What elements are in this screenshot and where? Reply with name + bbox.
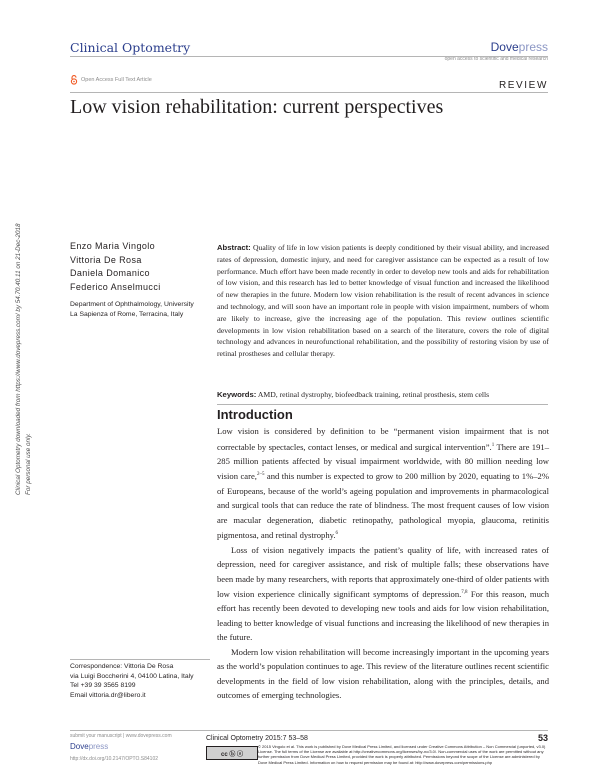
paragraph: Modern low vision rehabilitation will become increasingly important in the upcoming years as the world’s population continues to age. This review of the literature outlines recent scientific developments in the field of low vision rehabilitation, along with the principles, details, and outcomes of emerging technologies. xyxy=(217,646,549,701)
keywords xyxy=(217,389,549,401)
abstract-label: Abstract: xyxy=(217,243,251,252)
open-access-icon xyxy=(70,75,78,85)
submit-link[interactable]: submit your manuscript | www.dovepress.com xyxy=(70,733,172,739)
correspondence xyxy=(70,662,215,700)
abstract-divider xyxy=(217,404,548,405)
paragraph: Low vision is considered by definition to be “permanent vision impairment that is not correctable by spectacles, contact lenses, or medical and surgical intervention”.$^1$ There are 191–285 million patients affected by visual impairment worldwide, with 80 million needing low vision care,$^{2-5}$ and this number is expected to grow to 200 million by 2020, equating to 1%–2% of Europeans, because of the world’s ageing population and improvements in pharmacological and surgical tools that can reduce the rate of blindness. The most frequent causes of low vision are macular degeneration, diabetic retinopathy, pathological myopia, glaucoma, retinitis pigmentosa, and retinal dystrophy.$^6$ xyxy=(217,426,549,541)
brand-tagline: open access to scientific and medical research xyxy=(444,56,548,62)
footer-dovepress-logo: Dovepress xyxy=(70,742,109,751)
brand-dove: Dove xyxy=(490,40,519,54)
author: Enzo Maria Vingolo xyxy=(70,241,156,251)
citation: Clinical Optometry 2015:7 53–58 xyxy=(206,735,308,742)
dovepress-logo xyxy=(491,40,548,54)
abstract-text: Quality of life in low vision patients is deeply conditioned by their visual ability, and increased rates of depression, domestic injury, and need for caregiver assistance can be expected as a result of low performance. Much effort have been made recently in order to develop new tools and aids for rehabilitation of low vision, and this research has led to better knowledge of visual function and increased the likelihood of new therapies in the future. Modern low vision rehabilitation is the result of recent advances in science and technology, and will soon have an important role in people with vision impairment, numbers of whom are likely to increase, give the increasing age of the population. This review outlines scientific developments in low vision rehabilitation based on a search of the literature, covers the role of digital technology and advances in neurofunctional rehabilitation, and the possibility of restoring vision by use of retinal prostheses and cellular therapy. xyxy=(217,243,549,359)
keywords-text: AMD, retinal dystrophy, biofeedback training, retinal prosthesis, stem cells xyxy=(257,390,490,399)
author: Federico Anselmucci xyxy=(70,281,161,292)
abstract xyxy=(217,242,549,360)
correspondence-divider xyxy=(70,659,210,660)
paragraph: Loss of vision negatively impacts the patient’s quality of life, with increased rates of depression, need for caregiver assistance, and risk of multiple falls; these observations have been made by many researchers, with reports that approximately one-third of older patients with low vision experience clinically significant symptoms of depression.$^{7,8}$ For this reason, much effort has recently been devoted to developing new tools and aids for low vision rehabilitation, leading to better knowledge of visual functions and increasing the likelihood of new therapies in the future. xyxy=(217,544,549,643)
correspondence-name: Correspondence: Vittoria De Rosa xyxy=(70,663,174,670)
article-type: REVIEW xyxy=(498,80,548,91)
keywords-label: Keywords: xyxy=(217,390,257,399)
brand-press: press xyxy=(518,40,548,54)
header-divider xyxy=(70,56,548,57)
page-number: 53 xyxy=(537,733,548,743)
download-note-line2: For personal use only. xyxy=(25,433,32,495)
author: Daniela Domanico xyxy=(70,268,150,278)
doi-link[interactable]: http://dx.doi.org/10.2147/OPTO.S84102 xyxy=(70,756,159,762)
article-title: Low vision rehabilitation: current perspectives xyxy=(70,96,444,118)
section-heading-introduction: Introduction xyxy=(217,407,293,422)
download-note-line1: Clinical Optometry downloaded from https://www.dovepress.com/ by 54.70.40.11 on 21-Dec-2018 xyxy=(15,223,22,495)
journal-name: Clinical Optometry xyxy=(70,40,191,55)
author: Vittoria De Rosa xyxy=(70,254,142,265)
affiliation: Department of Ophthalmology, University La Sapienza of Rome, Terracina, Italy xyxy=(70,301,194,318)
open-access-label xyxy=(70,75,152,85)
correspondence-email[interactable]: Email vittoria.dr@libero.it xyxy=(70,691,146,699)
footer-divider xyxy=(70,730,548,731)
correspondence-phone: Tel +39 39 3565 8199 xyxy=(70,682,136,689)
introduction-body xyxy=(217,424,549,703)
creative-commons-icon: cc ⓑ ⓢ xyxy=(206,746,258,760)
open-access-text: Open Access Full Text Article xyxy=(81,77,152,83)
license-text: © 2015 Vingolo et al. This work is published by Dove Medical Press Limited, and licensed under Creative Commons Attribution – Non Commercial (unported, v3.0) License. The full terms of the License are available at http://creativecommons.org/licenses/by-nc/3.0/. Non-commercial uses of the work are permitted without any further permission from Dove Medical Press Limited, provided the work is properly attributed. Permissions beyond the scope of the License are administered by Dove Medical Press Limited. Information on how to request permission may be found at: http://www.dovepress.com/permissions.php xyxy=(258,744,546,765)
title-divider xyxy=(70,92,548,93)
correspondence-address: via Luigi Boccherini 4, 04100 Latina, Italy xyxy=(70,672,194,680)
author-list xyxy=(70,240,161,294)
download-note xyxy=(14,155,36,495)
